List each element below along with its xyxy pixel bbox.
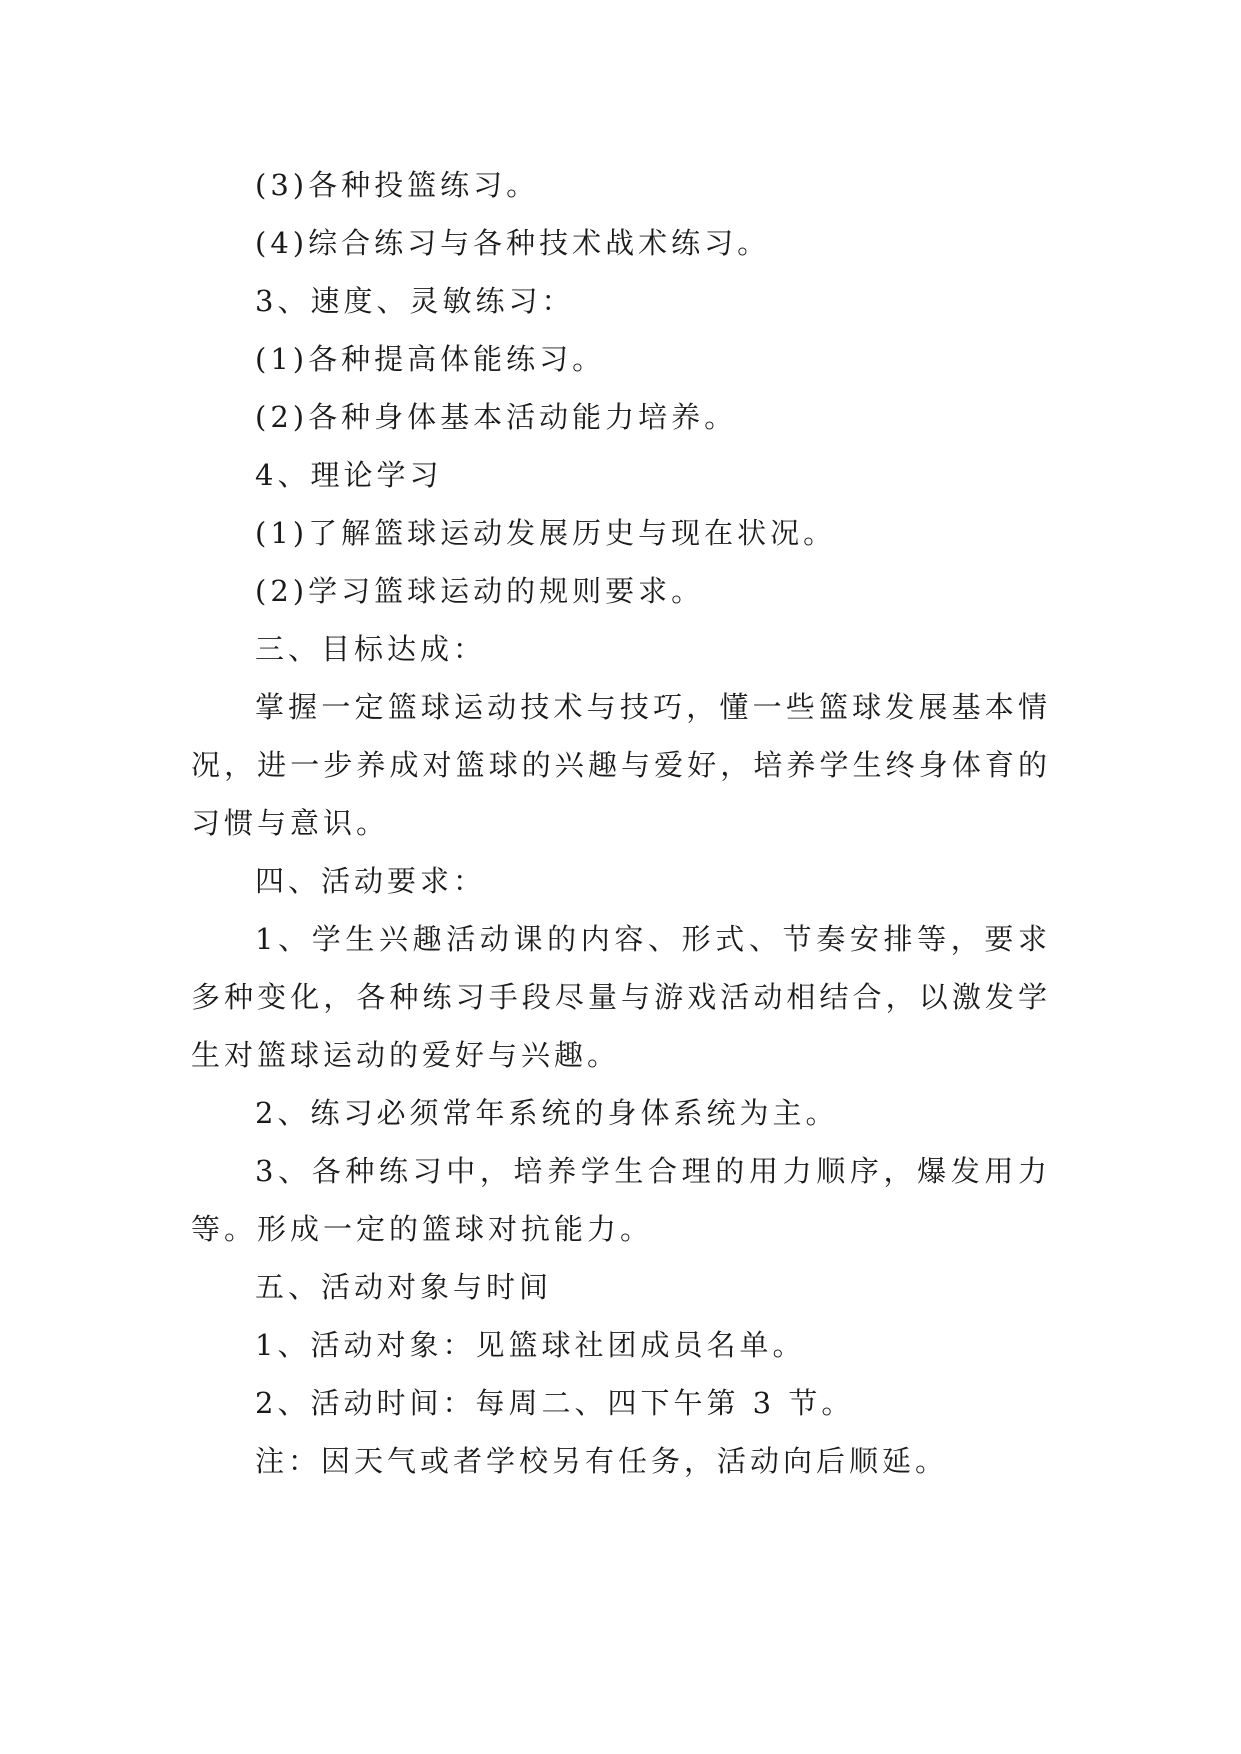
section-goal-title: 三、目标达成： bbox=[255, 632, 487, 666]
requirement-3-paragraph: 3、各种练习中，培养学生合理的用力顺序，爆发用力等。形成一定的篮球对抗能力。 bbox=[191, 1154, 1051, 1246]
section-requirements-title: 四、活动要求： bbox=[255, 864, 487, 898]
activity-time: 2、活动时间：每周二、四下午第 3 节。 bbox=[255, 1386, 855, 1420]
list-item-basic-ability: (2)各种身体基本活动能力培养。 bbox=[255, 400, 738, 434]
goal-paragraph: 掌握一定篮球运动技术与技巧，懂一些篮球发展基本情况，进一步养成对篮球的兴趣与爱好，培养学生终身体育的习惯与意识。 bbox=[191, 690, 1051, 840]
requirement-2: 2、练习必须常年系统的身体系统为主。 bbox=[255, 1096, 839, 1130]
list-item-rules: (2)学习篮球运动的规则要求。 bbox=[255, 574, 705, 608]
activity-note: 注：因天气或者学校另有任务，活动向后顺延。 bbox=[255, 1444, 949, 1478]
list-item-shooting-practice: (3)各种投篮练习。 bbox=[255, 168, 540, 202]
heading-speed-agility: 3、速度、灵敏练习： bbox=[255, 284, 575, 318]
document-body bbox=[191, 156, 1051, 1490]
list-item-fitness-practice: (1)各种提高体能练习。 bbox=[255, 342, 606, 376]
requirement-1-paragraph: 1、学生兴趣活动课的内容、形式、节奏安排等，要求多种变化，各种练习手段尽量与游戏活动相结合，以激发学生对篮球运动的爱好与兴趣。 bbox=[191, 922, 1051, 1072]
list-item-comprehensive-practice: (4)综合练习与各种技术战术练习。 bbox=[255, 226, 771, 260]
list-item-history: (1)了解篮球运动发展历史与现在状况。 bbox=[255, 516, 837, 550]
heading-theory-study: 4、理论学习 bbox=[255, 458, 443, 492]
activity-target: 1、活动对象：见篮球社团成员名单。 bbox=[255, 1328, 806, 1362]
section-target-time-title: 五、活动对象与时间 bbox=[255, 1270, 553, 1304]
